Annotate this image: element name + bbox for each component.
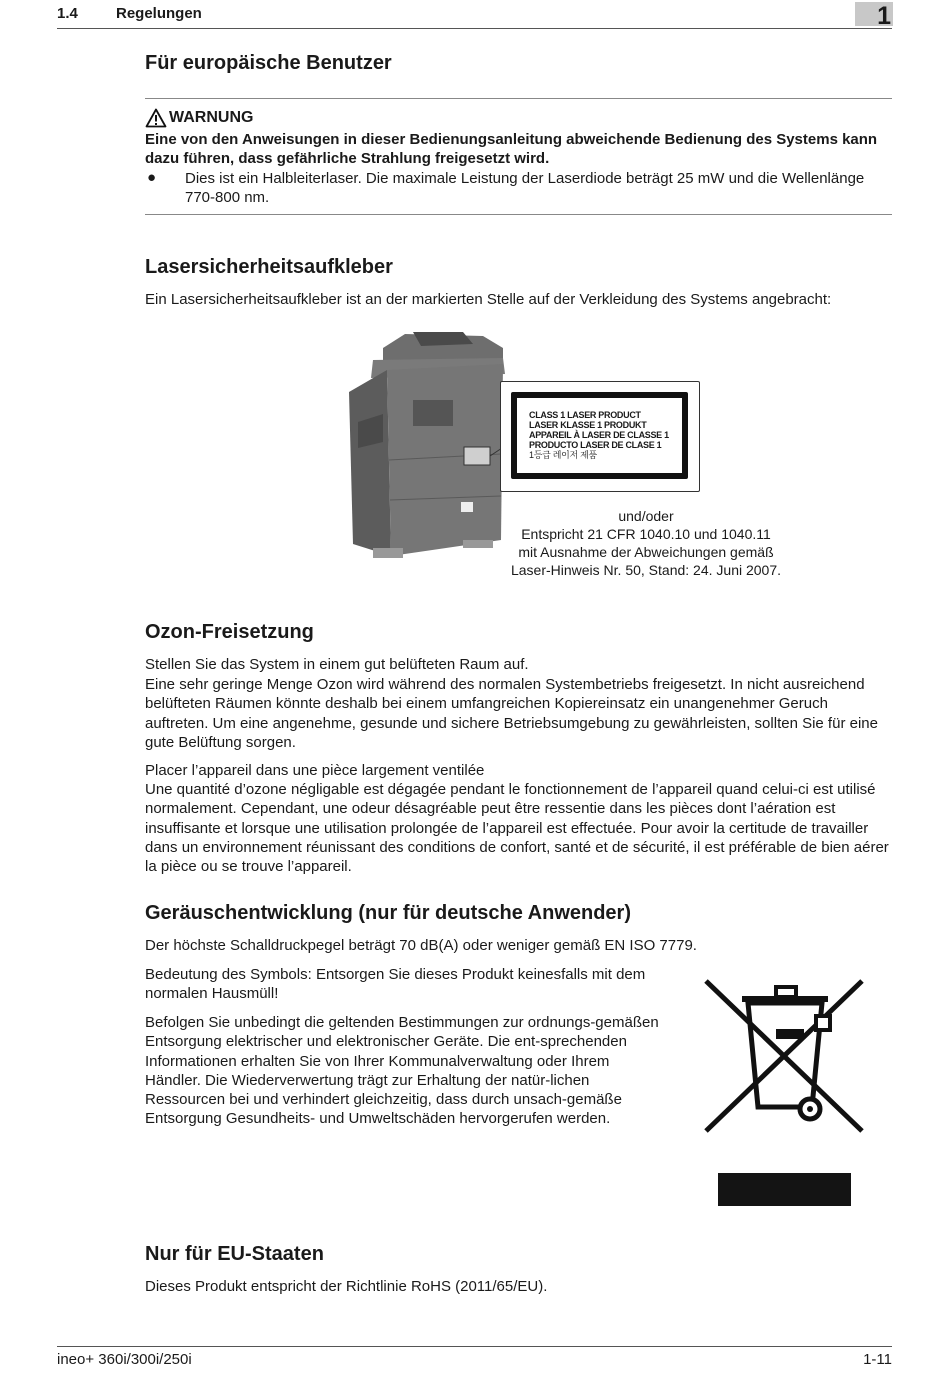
weee-black-bar — [718, 1173, 851, 1206]
section-number: 1.4 — [57, 5, 78, 22]
caption-line: Entspricht 21 CFR 1040.10 und 1040.11 — [521, 526, 771, 542]
bullet-dot: ● — [147, 169, 157, 186]
footer-model: ineo+ 360i/300i/250i — [57, 1351, 192, 1368]
crossed-out-bin-icon — [700, 975, 870, 1135]
chapter-number: 1 — [877, 2, 891, 30]
ozone-heading: Ozon-Freisetzung — [145, 621, 314, 643]
caption-line: mit Ausnahme der Abweichungen gemäß — [518, 544, 774, 560]
caption-line: Laser-Hinweis Nr. 50, Stand: 24. Juni 2007. — [510, 562, 782, 578]
laser-sticker-intro: Ein Lasersicherheitsaufkleber ist an der markierten Stelle auf der Verkleidung des Systems angebracht: — [145, 291, 832, 308]
footer-page-number: 1-11 — [863, 1351, 892, 1368]
weee-disposal-text: Befolgen Sie unbedingt die geltenden Bestimmungen zur ordnungs-gemäßen Entsorgung elektrischer und elektronischer Geräte. Die ent-sprechenden Informationen erhalten Sie von Ihrer Kommunalverwaltung oder Ihrem Händler. Die Wiederverwertung trägt zur Erhaltung der natür-lichen Ressourcen bei und verhindert gleichzeitig, dass durch unsach-gemäße Entsorgung Gesundheits- und Umweltschäden hervorgerufen werden. — [145, 1014, 659, 1128]
header-rule — [57, 28, 892, 29]
weee-symbol-meaning: Bedeutung des Symbols: Entsorgen Sie dieses Produkt keinesfalls mit dem normalen Hausmüll! — [145, 966, 646, 1003]
european-users-heading: Für europäische Benutzer — [145, 52, 392, 74]
warning-title — [145, 108, 253, 128]
eu-text: Dieses Produkt entspricht der Richtlinie RoHS (2011/65/EU). — [145, 1278, 548, 1295]
laser-bullet-text: Dies ist ein Halbleiterlaser. Die maximale Leistung der Laserdiode beträgt 25 mW und die Wellenlänge 770-800 nm. — [185, 170, 865, 207]
ozone-de-line: Stellen Sie das System in einem gut belüfteten Raum auf. — [145, 656, 529, 673]
noise-heading: Geräuschentwicklung (nur für deutsche Anwender) — [145, 902, 631, 924]
laser-label-line: LASER KLASSE 1 PRODUKT — [529, 420, 647, 430]
laser-label-line: PRODUCTO LASER DE CLASE 1 — [529, 440, 662, 450]
warning-text: Eine von den Anweisungen in dieser Bedienungsanleitung abweichende Bedienung des Systems kann dazu führen, dass gefährliche Strahlung freigesetzt wird. — [145, 131, 878, 168]
warning-top-rule — [145, 98, 892, 99]
laser-label-line: CLASS 1 LASER PRODUCT — [529, 410, 641, 420]
ozone-fr-line: Placer l’appareil dans une pièce largement ventilée — [145, 762, 485, 779]
printer-illustration — [343, 330, 513, 570]
ozone-de-paragraph: Eine sehr geringe Menge Ozon wird während des normalen Systembetriebs freigesetzt. In nicht ausreichend belüfteten Räumen könnte deshalb bei einem umfangreichen Kopiereinsatz ein unangenehmer Geruch auftreten. Um eine angenehme, gesunde und sichere Betriebsumgebung zu gewährleisten, sollten Sie für eine gute Belüftung sorgen. — [145, 676, 878, 751]
laser-label-caption — [500, 507, 792, 579]
laser-label-line: 1등급 레이저 제품 — [529, 450, 597, 460]
warning-triangle-icon — [145, 108, 167, 128]
noise-text: Der höchste Schalldruckpegel beträgt 70 dB(A) oder weniger gemäß EN ISO 7779. — [145, 937, 697, 954]
footer-rule — [57, 1346, 892, 1347]
laser-label-image — [500, 381, 700, 492]
caption-line: und/oder — [618, 508, 674, 524]
laser-label-line: APPAREIL À LASER DE CLASSE 1 — [529, 430, 669, 440]
laser-sticker-heading: Lasersicherheitsaufkleber — [145, 256, 393, 278]
warning-label: WARNUNG — [169, 109, 254, 126]
warning-bottom-rule — [145, 214, 892, 215]
eu-heading: Nur für EU-Staaten — [145, 1243, 324, 1265]
section-title: Regelungen — [116, 5, 202, 22]
ozone-fr-paragraph: Une quantité d’ozone négligable est dégagée pendant le fonctionnement de l’appareil quand celui-ci est utilisé normalement. Cependant, une odeur désagréable peut être ressentie dans les pièces dont l’aération est insuffisante et lorsque une utilisation prolongée de l’appareil est effectuée. Pour avoir la certitude de travailler dans un environnement réunissant des conditions de confort, santé et de sécurité, il est préférable de bien aérer la pièce ou se trouve l’appareil. — [145, 781, 889, 876]
